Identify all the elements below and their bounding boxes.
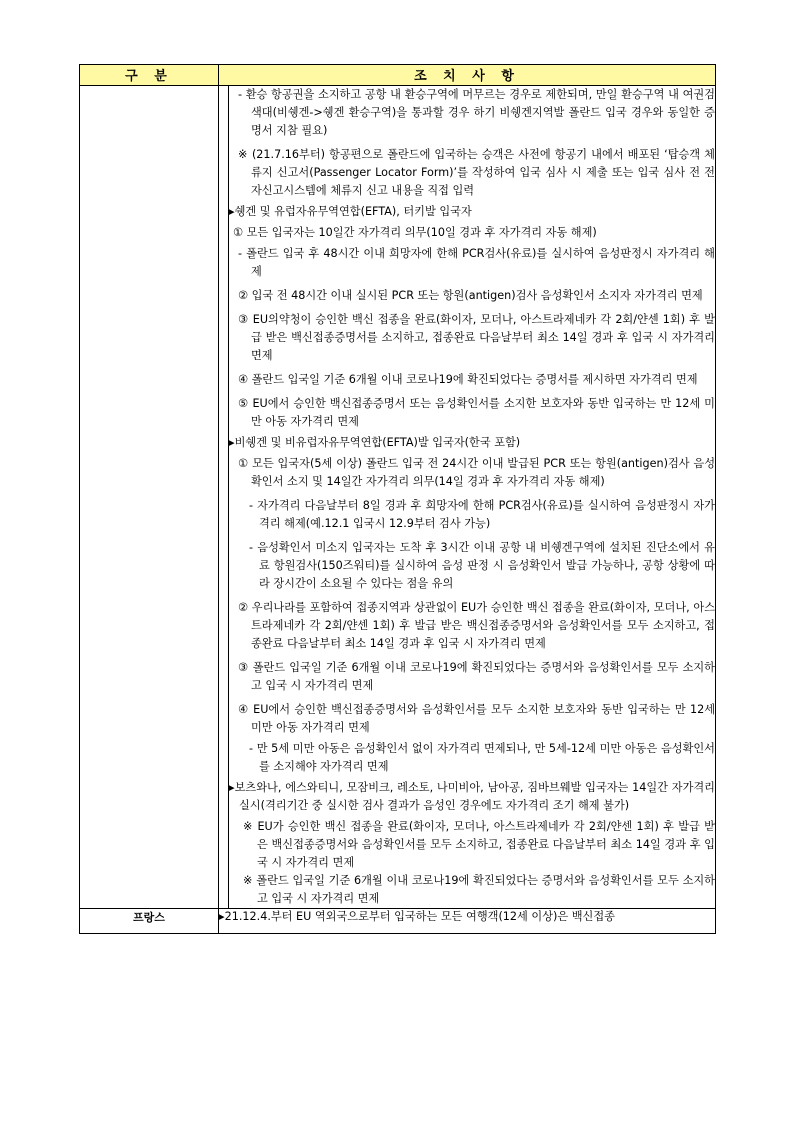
france-measures: ▸21.12.4.부터 EU 역외국으로부터 입국하는 모든 여행객(12세 이상)은 백신접종 — [219, 909, 716, 934]
category-france: 프랑스 — [80, 909, 219, 934]
nonschengen-heading: ▸비쉥겐 및 비유럽자유무역연합(EFTA)발 입국자(한국 포함) — [229, 436, 521, 449]
schengen-heading: ▸쉥겐 및 유럽자유무역연합(EFTA), 터키발 입국자 — [229, 205, 472, 218]
schengen-item-1: ① 모든 입국자는 10일간 자가격리 의무(10일 경과 후 자가격리 자동 해제) — [233, 226, 597, 239]
header-measures: 조 치 사 항 — [219, 65, 716, 86]
nonschengen-item-4: ④ EU에서 승인한 백신접종증명서와 음성확인서를 모두 소지한 보호자와 동반 입국하는 만 12세 미만 아동 자가격리 면제 — [238, 703, 715, 734]
table-header-row — [80, 65, 716, 86]
nonschengen-item-1-sub-1: - 자가격리 다음날부터 8일 경과 후 희망자에 한해 PCR검사(유료)를 실시하여 음성판정시 자가격리 해제(예.12.1 입국시 12.9부터 검사 가능) — [249, 499, 715, 530]
header-category: 구 분 — [80, 65, 219, 86]
transit-note: - 환승 항공권을 소지하고 공항 내 환승구역에 머무르는 경우로 제한되며, 만일 환승구역 내 여권검색대(비쉥겐->쉥겐 환승구역)을 통과할 경우 하기 비쉥겐지역발 폴란드 입국 경우와 동일한 증명서 지참 필요) — [238, 88, 715, 137]
schengen-item-3: ③ EU의약청이 승인한 백신 접종을 완료(화이자, 모더나, 아스트라제네카 각 2회/얀센 1회) 후 발급 받은 백신접종증명서를 소지하고, 접종완료 다음날부터 최소 14일 경과 후 입국 시 자가격리 면제 — [238, 313, 715, 362]
sub-column-cell — [219, 86, 229, 909]
schengen-item-5: ⑤ EU에서 승인한 백신접종증명서 또는 음성확인서를 소지한 보호자와 동반 입국하는 만 12세 미만 아동 자가격리 면제 — [238, 397, 715, 428]
nonschengen-item-1: ① 모든 입국자(5세 이상) 폴란드 입국 전 24시간 이내 발급된 PCR 또는 항원(antigen)검사 음성확인서 소지 및 14일간 자가격리 의무(14일 경과 후 자가격리 자동 해제) — [238, 457, 715, 488]
passenger-locator-note: ※ (21.7.16부터) 항공편으로 폴란드에 입국하는 승객은 사전에 항공기 내에서 배포된 ‘탑승객 체류지 신고서(Passenger Locator Form)’를 작성하여 입국 심사 시 제출 또는 입국 심사 전 전자신고시스템에 체류지 신고 내용을 직접 입력 — [238, 148, 715, 197]
africa-note-1: ※ EU가 승인한 백신 접종을 완료(화이자, 모더나, 아스트라제네카 각 2회/얀센 1회) 후 발급 받은 백신접종증명서와 음성확인서를 모두 소지하고, 접종완료 다음날부터 최소 14일 경과 후 입국 시 자가격리 면제 — [243, 820, 715, 869]
africa-note-2: ※ 폴란드 입국일 기준 6개월 이내 코로나19에 확진되었다는 증명서와 음성확인서를 모두 소지하고 입국 시 자가격리 면제 — [243, 874, 715, 905]
africa-heading: ▸보츠와나, 에스와티니, 모잠비크, 레소토, 나미비아, 남아공, 짐바브웨발 입국자는 14일간 자가격리 실시(격리기간 중 실시한 검사 결과가 음성인 경우에도 자가격리 조기 해제 불가) — [229, 781, 715, 812]
measures-table — [79, 64, 716, 934]
schengen-item-1-sub: - 폴란드 입국 후 48시간 이내 희망자에 한해 PCR검사(유료)를 실시하여 음성판정시 자가격리 해제 — [238, 247, 715, 278]
measures-cell — [229, 86, 716, 909]
nonschengen-item-4-sub: - 만 5세 미만 아동은 음성확인서 없이 자가격리 면제되나, 만 5세-12세 미만 아동은 음성확인서를 소지해야 자가격리 면제 — [249, 742, 715, 773]
schengen-item-4: ④ 폴란드 입국일 기준 6개월 이내 코로나19에 확진되었다는 증명서를 제시하면 자가격리 면제 — [238, 373, 698, 386]
nonschengen-item-3: ③ 폴란드 입국일 기준 6개월 이내 코로나19에 확진되었다는 증명서와 음성확인서를 모두 소지하고 입국 시 자가격리 면제 — [238, 661, 715, 692]
nonschengen-item-2: ② 우리나라를 포함하여 접종지역과 상관없이 EU가 승인한 백신 접종을 완료(화이자, 모더나, 아스트라제네카 각 2회/얀센 1회) 후 발급 받은 백신접종증명서와 음성확인서를 모두 소지하고, 접종완료 다음날부터 최소 14일 경과 후 입국 시 자가격리 면제 — [238, 601, 715, 650]
table-row — [80, 86, 716, 909]
nonschengen-item-1-sub-2: - 음성확인서 미소지 입국자는 도착 후 3시간 이내 공항 내 비쉥겐구역에 설치된 진단소에서 유료 항원검사(150즈워티)를 실시하여 음성 판정 시 음성확인서 발급 가능하나, 공항 상황에 따라 장시간이 소요될 수 있다는 점을 유의 — [249, 541, 715, 590]
table-row — [80, 909, 716, 934]
schengen-item-2: ② 입국 전 48시간 이내 실시된 PCR 또는 항원(antigen)검사 음성확인서 소지자 자가격리 면제 — [238, 289, 703, 302]
category-cell — [80, 86, 219, 909]
